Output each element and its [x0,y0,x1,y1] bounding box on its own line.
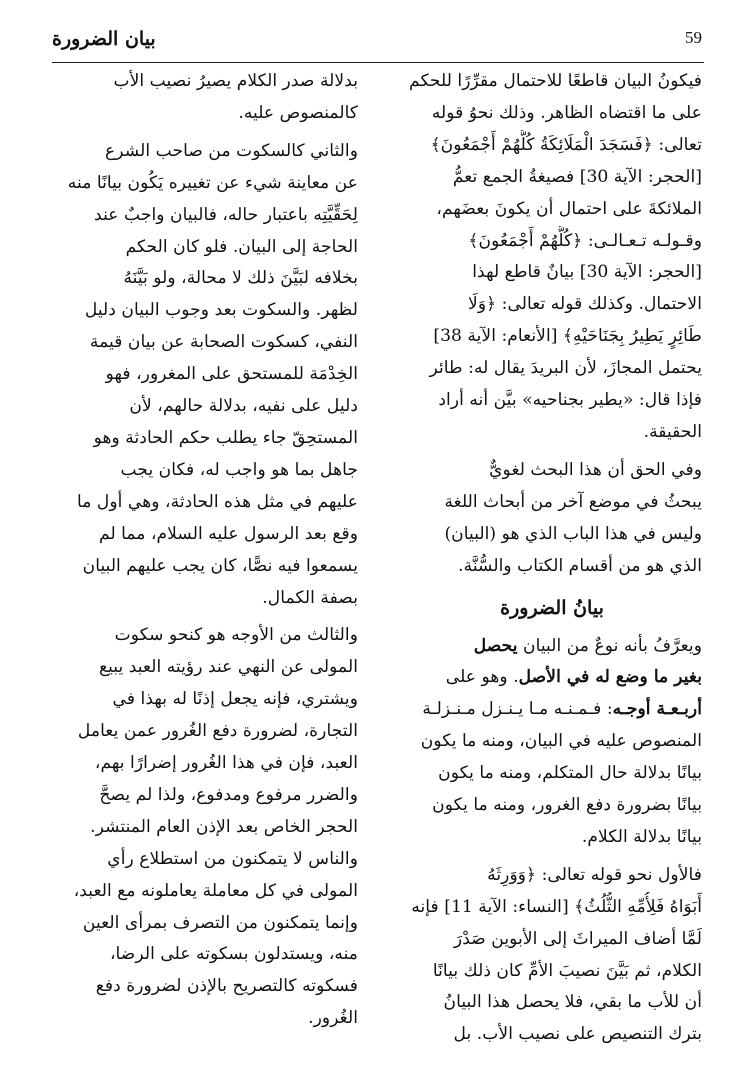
text-line: بيانًا بدلالة حال المتكلم، ومنه ما يكون [438,763,702,784]
text-line: الحقيقة. [643,421,702,442]
text-line: العبد، فإن في هذا الغُرور إضرارًا بهم، [94,753,358,774]
paragraph-first-case [402,860,702,1051]
text-line: عليهم في مثل هذه الحادثة، وهي أول ما [76,491,358,512]
text-line: يبحثُ في موضع آخر من أبحاث اللغة [444,491,702,512]
text-line: وقـولـه تـعـالـى: ﴿كُلُّهُمْ أَجْمَعُونَ﴾ [468,230,702,251]
text-line: عن معاينة شيء عن تغييره يَكُون بيانًا منه [67,172,358,193]
text-line: أن للأب ما بقي، فلا يحصل هذا البيانُ [443,992,702,1013]
text-line: الغُرور. [308,1008,358,1029]
paragraph-definition [402,631,702,854]
paragraph-continuation [54,66,358,130]
bold-run: بغير ما وضع له في الأصل [518,667,702,688]
text-line: الاحتمال. وكذلك قوله تعالى: ﴿وَلَا [468,294,702,315]
text-line [402,694,702,726]
text-run: . وهو على [445,667,519,688]
text-line: الذي هو من أقسام الكتاب والسُّنَّة. [458,555,702,576]
text-line: على ما اقتضاه الظاهر. وذلك نحوُ قوله [431,102,702,123]
text-line: بدلالة صدر الكلام يصيرُ نصيب الأب [113,71,358,91]
bold-run: أربـعـة أوجـه [612,699,702,720]
text-line: الكلام، ثم بَيَّنَ نصيبَ الأمِّ كان ذلك بيانًا [432,960,702,981]
text-line: فالأول نحو قوله تعالى: ﴿وَوَرِثَهُ [487,864,702,885]
text-line: المستحِقّ جاء يطلب حكم الحادثة وهو [93,427,358,448]
text-line: الخِدْمَة للمستحق على المغرور، فهو [105,364,358,385]
text-line: لظهر. والسكوت بعد وجوب البيان دليل [84,300,358,321]
text-line: المنصوص عليه في البيان، ومنه ما يكون [420,731,702,752]
text-line: بيانًا بضرورة دفع الغرور، ومنه ما يكون [432,795,702,816]
text-line: والثالث من الأوجه هو كنحو سكوت [114,625,358,646]
text-line: وإنما يتمكنون من التصرف بمرأى العين [82,912,358,933]
right-column [402,66,702,1057]
text-line: [الحجر: الآية 30] فصيغةُ الجمع تعمُّ [452,166,702,187]
text-line: المولى عن النهي عند رؤيته العبد يبيع [98,657,358,678]
section-heading: بيانُ الضرورة [500,596,604,619]
paragraph-lughawi [402,455,702,583]
page-header [52,22,704,63]
page-number: 59 [685,28,702,47]
text-line: والضرر مرفوع ومدفوع، ولذا لم يصحَّ [99,784,358,805]
text-line: بترك التنصيص على نصيب الأب. بل [453,1024,702,1045]
paragraph-bayan-qati [402,66,702,449]
text-line: لَمَّا أضاف الميراثَ إلى الأبوين صَدْرَ [453,928,702,949]
left-column [54,66,358,1041]
text-line: يسمعوا فيه نصًّا، كان يجب عليهم البيان [82,555,358,576]
text-line: بخلافه لبَيَّنَ ذلك لا محالة، ولو بَيَّنَهُ [123,268,358,289]
text-line: الملائكةَ على احتمال أن يكونَ بعضَهم، [436,198,702,219]
text-line: جاهل بما هو واجب له، فكان يجب [120,459,358,480]
text-line: لِحَقِّيَّتِه باعتبار حاله، فالبيان واجبٌ عند [94,204,358,225]
text-line: ويشتري، فإنه يجعل إذنًا له بهذا في [112,689,358,710]
text-line: طَائِرٍ يَطِيرُ بِجَنَاحَيْهِ﴾ [الأنعام: الآية 38] [433,326,702,347]
text-line: أَبَوَاهُ فَلِأُمِّهِ الثُّلُثُ﴾ [النساء: الآية 11] فإنه [411,896,702,917]
text-line: النفي، كسكوت الصحابة عن بيان قيمة [89,332,358,353]
text-run: ويعرَّفُ بأنه نوعٌ من البيان [517,635,702,656]
paragraph-third-case [54,620,358,1035]
text-line: بصفة الكمال. [262,587,358,608]
text-line: يحتمل المجازَ، لأن البريدَ يقال له: طائر [429,358,702,379]
text-line: فسكوته كالتصريح بالإذن لضرورة دفع [95,976,358,997]
text-line: دليل على نفيه، بدلالة حالهم، لأن [129,396,358,417]
text-line: والثاني كالسكوت من صاحب الشرع [105,140,358,161]
text-line: وقع بعد الرسول عليه السلام، مما لم [99,523,358,544]
text-run: : فـمـنـه مـا يـنـزل مـنـزلـة [422,699,613,720]
text-line [402,662,702,694]
text-line: الحجر الخاص بعد الإذن العام المنتشر. [90,816,358,837]
text-line: المولى في كل معاملة يعاملونه مع العبد، [73,880,358,901]
text-line: بيانًا بدلالة الكلام. [581,826,702,847]
text-line: منه، ويستدلون بسكوته على الرضا، [109,944,358,965]
text-line: وليس في هذا الباب الذي هو (البيان) [444,523,702,544]
text-line: التجارة، لضرورة دفع الغُرور عمن يعامل [77,721,358,742]
text-line: وفي الحق أن هذا البحث لغويٌّ [489,459,702,480]
text-line [402,631,702,663]
text-line: فيكونُ البيان قاطعًا للاحتمال مقرِّرًا للحكم [409,71,702,91]
text-line: والناس لا يتمكنون من استطلاع رأي [107,848,358,869]
running-title: بيان الضرورة [52,28,156,50]
text-line: [الحجر: الآية 30] بيانٌ قاطع لهذا [472,262,702,283]
bold-run: يحصل [473,635,518,656]
text-line: تعالى: ﴿فَسَجَدَ الْمَلَائِكَةُ كُلُّهُمْ أَجْمَعُونَ﴾ [430,134,702,155]
paragraph-second-case [54,136,358,615]
text-line: فإذا قال: «يطير بجناحيه» بيَّن أنه أراد [438,390,702,411]
text-line: الحاجة إلى البيان. فلو كان الحكم [125,236,358,257]
text-line: كالمنصوص عليه. [238,102,358,123]
